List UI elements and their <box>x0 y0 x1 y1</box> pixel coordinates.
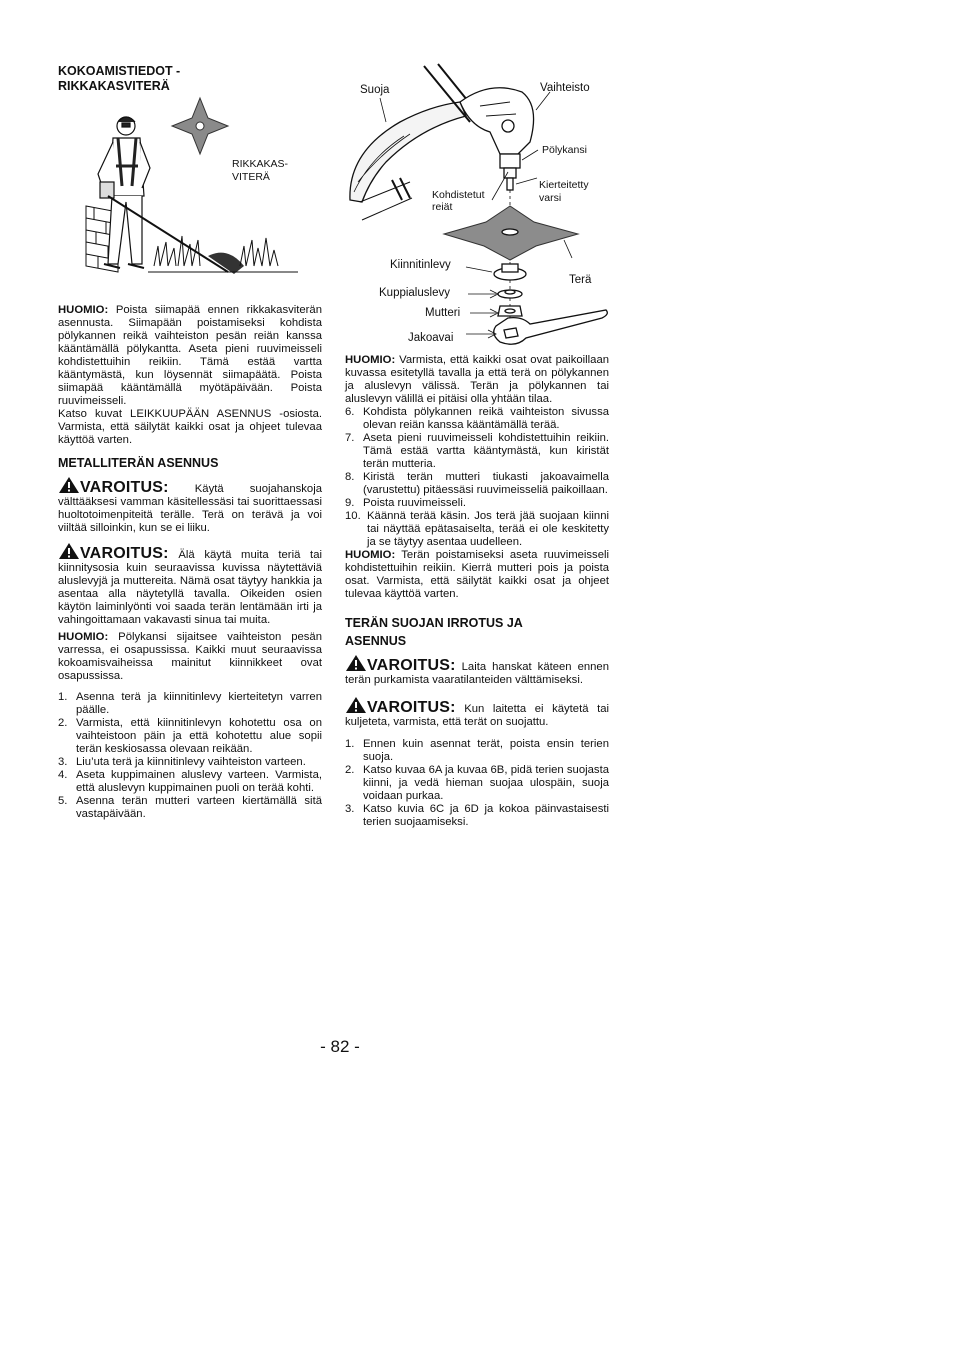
note-remove-trimmer-head <box>58 304 322 408</box>
step-text: Kohdista pölykannen reikä vaihteiston sivussa olevan reiän kanssa kääntämällä terää. <box>363 406 609 431</box>
list-item <box>58 795 322 821</box>
warning-blades-protected <box>345 696 609 729</box>
note-text: Poista siimapää ennen rikkakasviterän asennusta. Siimapään poistamiseksi kohdista pölykannen reikä vaihteiston pesän reiän kanssa kääntämällä pölykantta. Aseta pieni ruuvimeisseli kohdistettuihin reikiin. Tämä estää vartta kääntymästä, kun löysennät siimapäätä. Poista siimapää kääntämällä myötäpäivään. Poista ruuvimeisseli. <box>58 304 322 407</box>
step-number: 5. <box>58 795 68 807</box>
warning-label: VAROITUS: <box>80 545 169 562</box>
note-label: HUOMIO: <box>345 354 396 366</box>
note-text: Terän poistamiseksi aseta ruuvimeisseli kohdistettuihin reikiin. Kierrä mutteri pois ja poista osat. Varmista, että säilytät kaikki osat ja ohjeet tulevaa käyttöä varten. <box>345 549 610 600</box>
list-item <box>58 717 322 756</box>
label-guard: Suoja <box>360 84 390 96</box>
list-item <box>345 803 609 829</box>
note-see-figures: Katso kuvat LEIKKUUPÄÄN ASENNUS -osiosta. Varmista, että säilytät kaikki osat ja ohjeet tulevaa käyttöä varten. <box>58 408 322 446</box>
step-number: 4. <box>58 769 68 781</box>
step-number: 6. <box>345 406 355 418</box>
section-title-line1: KOKOAMISTIEDOT - <box>58 64 181 78</box>
note-text: Varmista, että kaikki osat ovat paikoillaan kuvassa esitetyllä tavalla ja että terä on pölykannen ja aluslevyn välissä. Terän ja pölykannen tai aluslevyn välillä ei pitäisi olla yhtään tilaa. <box>345 354 610 405</box>
label-retaining-plate: Kiinnitinlevy <box>390 259 451 271</box>
label-threaded-shaft-line2: varsi <box>539 192 562 204</box>
step-text: Ennen kuin asennat terät, poista ensin terien suoja. <box>363 738 609 763</box>
note-label: HUOMIO: <box>58 631 109 643</box>
list-item <box>345 764 609 803</box>
blade-label-line2: VITERÄ <box>232 171 270 183</box>
list-item <box>345 497 609 510</box>
warning-triangle-icon <box>58 476 80 494</box>
warning-label: VAROITUS: <box>367 699 456 716</box>
step-number: 1. <box>58 691 68 703</box>
label-nut: Mutteri <box>425 307 461 319</box>
steps-list-3 <box>345 738 609 829</box>
step-number: 3. <box>58 756 68 768</box>
list-item <box>345 510 609 549</box>
warning-label: VAROITUS: <box>80 479 169 496</box>
note-dust-cover <box>58 631 322 683</box>
step-number: 2. <box>345 764 355 776</box>
note-text: Pölykansi sijaitsee vaihteiston pesän varressa, ei osapussissa. Kaikki muut seuraavissa kokoamisvaiheissa mainitut kiinnikkeet ovat osapussissa. <box>58 631 322 682</box>
list-item <box>345 738 609 764</box>
note-label: HUOMIO: <box>58 304 109 316</box>
section-title-line1: TERÄN SUOJAN IRROTUS JA <box>345 616 523 630</box>
steps-list-2 <box>345 406 609 549</box>
warning-triangle-icon <box>345 696 367 714</box>
list-item <box>58 756 322 769</box>
warning-text: Älä käytä muita teriä tai kiinnitysosia kuin seuraavissa kuvissa näytettäviä aluslevyjä ja muttereita. Nämä osat täytyy hankkia ja asentaa alla näytetyllä tavalla. Oikeiden osien käytön laiminlyönti voi saada terän lentämään irti ja vahingoittamaan vakavasti sinua tai muita. <box>58 549 322 626</box>
warning-gloves-guard <box>345 654 609 687</box>
note-remove-blade <box>345 549 609 601</box>
label-gearbox: Vaihteisto <box>540 82 590 94</box>
steps-list-1 <box>58 691 322 821</box>
section-title-metal-blade: METALLITERÄN ASENNUS <box>58 456 219 470</box>
label-dust-cover: Pölykansi <box>542 144 587 156</box>
note-label: HUOMIO: <box>345 549 396 561</box>
list-item <box>345 471 609 497</box>
step-text: Katso kuvia 6C ja 6D ja kokoa päinvastaisesti terien suojaamiseksi. <box>363 803 609 828</box>
blade-label-line1: RIKKAKAS- <box>232 158 289 170</box>
blade-assembly-figure <box>340 62 620 352</box>
warning-triangle-icon <box>345 654 367 672</box>
right-column <box>345 354 609 829</box>
step-text: Aseta kuppimainen aluslevy varteen. Varmista, että aluslevyn kuppimainen puoli on terää kohti. <box>76 769 322 794</box>
warning-gloves <box>58 476 322 535</box>
warning-text: Laita hanskat käteen ennen terän purkamista vaaratilanteiden välttämiseksi. <box>345 661 610 686</box>
step-text: Varmista, että kiinnitinlevyn kohotettu osa on vaihteistoon päin ja että kohotettu alue sopii terän keskiosassa olevaan reikään. <box>76 717 322 755</box>
label-wrench: Jakoavai <box>408 332 454 344</box>
note-parts-in-place <box>345 354 609 406</box>
step-text: Asenna terän mutteri varteen kiertämällä sitä vastapäivään. <box>76 795 322 820</box>
warning-text: Kun laitetta ei käytetä tai kuljeteta, varmista, että terät on suojattu. <box>345 703 610 728</box>
list-item <box>58 691 322 717</box>
operator-figure <box>58 96 322 276</box>
left-column <box>58 64 322 821</box>
step-number: 1. <box>345 738 355 750</box>
warning-parts <box>58 542 322 627</box>
warning-label: VAROITUS: <box>367 657 456 674</box>
operator-illustration <box>58 96 322 276</box>
list-item <box>58 769 322 795</box>
list-item <box>345 406 609 432</box>
step-text: Poista ruuvimeisseli. <box>363 497 466 509</box>
blade-assembly-diagram <box>340 62 620 352</box>
step-text: Käännä terää käsin. Jos terä jää suojaan kiinni tai näyttää epätasaiselta, terää ei ole keskitetty ja se täytyy asentaa uudelleen. <box>367 510 609 548</box>
warning-text: Käytä suojahanskoja välttääksesi vamman käsitellessäsi tai suorittaessasi huoltotoimenpiteitä terälle. Terä on terävä ja voi viiltää silloinkin, kun se ei liiku. <box>58 483 322 534</box>
step-number: 7. <box>345 432 355 444</box>
label-cup-washer: Kuppialuslevy <box>379 287 450 299</box>
step-number: 3. <box>345 803 355 815</box>
section-title-line2: RIKKAKASVITERÄ <box>58 79 170 93</box>
label-blade: Terä <box>569 274 592 286</box>
step-text: Kiristä terän mutteri tiukasti jakoavaimella (varustettu) pitäessäsi ruuvimeisseliä paikoillaan. <box>363 471 609 496</box>
label-aligned-holes-line1: Kohdistetut <box>432 189 485 201</box>
page-number: - 82 - <box>320 1037 360 1056</box>
step-text: Aseta pieni ruuvimeisseli kohdistettuihin reikiin. Tämä estää vartta kääntymästä, kun kiristät terän mutteria. <box>363 432 609 470</box>
step-number: 2. <box>58 717 68 729</box>
warning-triangle-icon <box>58 542 80 560</box>
section-title-line2: ASENNUS <box>345 634 407 648</box>
label-threaded-shaft-line1: Kierteitetty <box>539 179 589 191</box>
step-number: 9. <box>345 497 355 509</box>
step-number: 10. <box>345 510 361 522</box>
label-aligned-holes-line2: reiät <box>432 201 453 213</box>
section-title-assembly <box>58 64 322 94</box>
step-text: Asenna terä ja kiinnitinlevy kierteitetyn varren päälle. <box>76 691 322 716</box>
step-number: 8. <box>345 471 355 483</box>
section-title-guard <box>345 614 609 650</box>
list-item <box>345 432 609 471</box>
step-text: Liu’uta terä ja kiinnitinlevy vaihteiston varteen. <box>76 756 306 768</box>
step-text: Katso kuvaa 6A ja kuvaa 6B, pidä terien suojasta kiinni, ja vedä hieman suojaa ulospäin, suoja voidaan purkaa. <box>363 764 609 802</box>
